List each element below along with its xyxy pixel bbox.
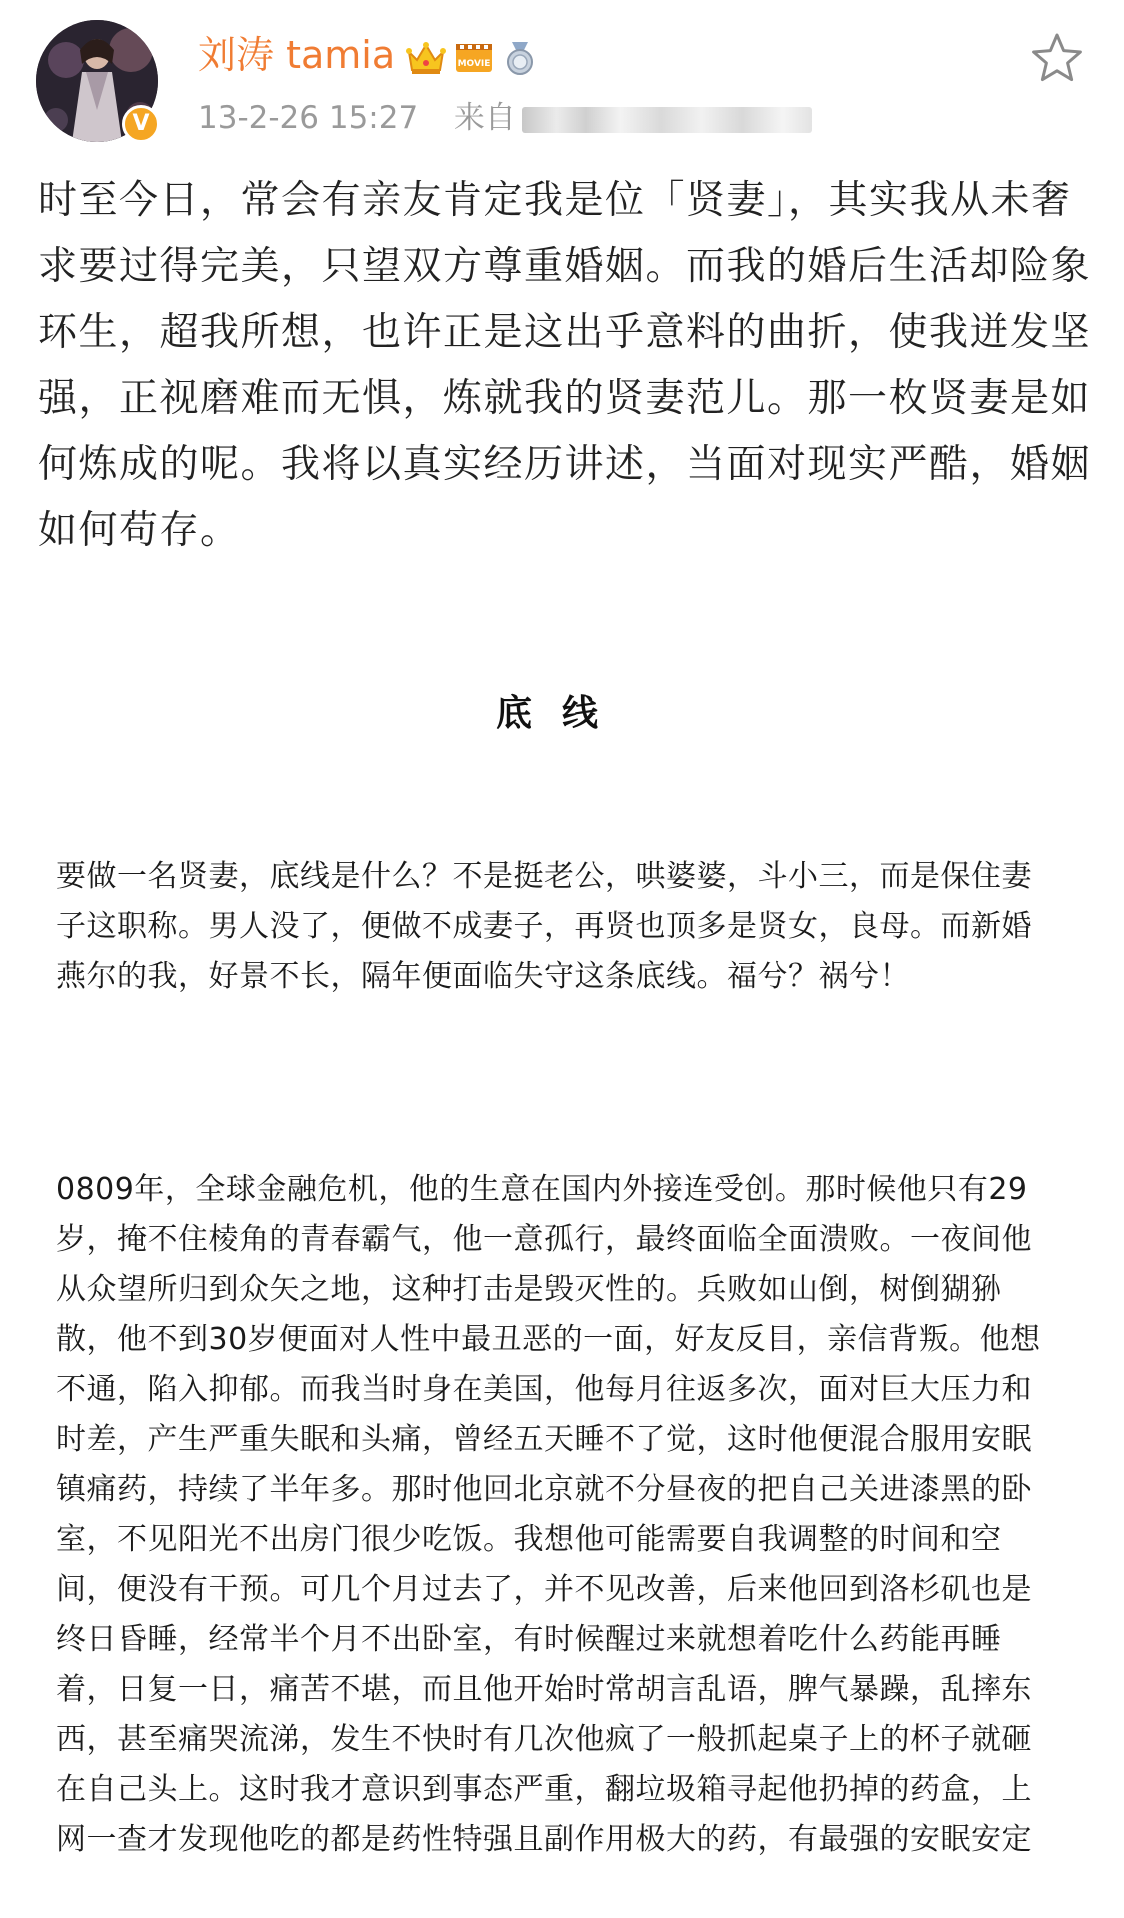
document-paragraph: 0809年，全球金融危机，他的生意在国内外接连受创。那时候他只有29岁，掩不住棱角的青春霸气，他一意孤行，最终面临全面溃败。一夜间他从众望所归到众矢之地，这种打击是毁灭性的。兵败如山倒，树倒猢狲散，他不到30岁便面对人性中最丑恶的一面，好友反目，亲信背叛。他想不通，陷入抑郁。而我当时身在美国，他每月往返多次，面对巨大压力和时差，产生严重失眠和头痛，曾经五天睡不了觉，这时他便混合服用安眠镇痛药，持续了半年多。那时他回北京就不分昼夜的把自己关进漆黑的卧室，不见阳光不出房门很少吃饭。我想他可能需要自我调整的时间和空间，便没有干预。可几个月过去了，并不见改善，后来他回到洛杉矶也是终日昏睡，经常半个月不出卧室，有时候醒过来就想着吃什么药能再睡着，日复一日，痛苦不堪，而且他开始时常胡言乱语，脾气暴躁，乱摔东西，甚至痛哭流涕，发生不快时有几次他疯了一般抓起桌子上的杯子就砸在自己头上。这时我才意识到事态严重，翻垃圾箱寻起他扔掉的药盒，上网一查才发现他吃的都是药性特强且副作用极大的药，有最强的安眠安定 [56,1172,1041,1857]
post-meta [198,96,812,140]
post-text: 时至今日，常会有亲友肯定我是位「贤妻」，其实我从未奢求要过得完美，只望双方尊重婚姻。而我的婚后生活却险象环生，超我所想，也许正是这出乎意料的曲折，使我迸发坚强，正视磨难而无惧，炼就我的贤妻范儿。那一枚贤妻是如何炼成的呢。我将以真实经历讲述，当面对现实严酷，婚姻如何苟存。 [38,178,1092,553]
document-paragraph: 要做一名贤妻，底线是什么？不是挺老公，哄婆婆，斗小三，而是保住妻子这职称。男人没了，便做不成妻子，再贤也顶多是贤女，良母。而新婚燕尔的我，好景不长，隔年便面临失守这条底线。福兮？祸兮！ [56,859,1032,994]
post-source-prefix: 来自 [453,100,516,136]
attached-document-image[interactable] [0,650,1124,1918]
crown-icon[interactable] [406,40,446,76]
username-link[interactable]: 刘涛 tamia [198,33,396,77]
movie-badge[interactable] [454,40,494,76]
user-badges [406,36,538,80]
post-source-redacted[interactable] [522,107,812,133]
movie-badge-label: MOVIE [457,59,491,69]
star-icon[interactable] [1028,30,1086,88]
medal-icon[interactable] [502,40,538,76]
post-header [0,0,1124,150]
verified-badge: V [122,105,160,143]
document-title: 底线 [495,692,628,734]
post-timestamp[interactable]: 13-2-26 15:27 [198,100,419,136]
